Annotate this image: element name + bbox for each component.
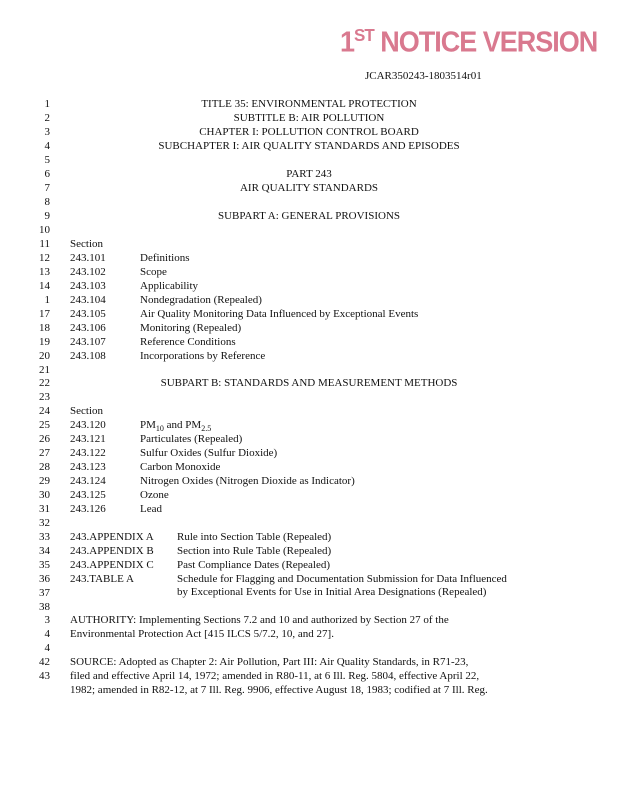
line-number: 32 [39, 517, 50, 529]
line-number: 2 [44, 112, 50, 124]
part-number: PART 243 [286, 168, 332, 180]
line-number: 30 [39, 489, 50, 501]
section-desc: Incorporations by Reference [140, 350, 266, 362]
section-code: 243.125 [70, 489, 106, 501]
section-code: 243.101 [70, 252, 106, 264]
line-number: 22 [39, 377, 50, 389]
line-number: 26 [39, 433, 50, 445]
section-code: 243.105 [70, 308, 106, 320]
section-desc: Carbon Monoxide [140, 461, 221, 473]
line-number: 21 [39, 364, 50, 376]
section-code: 243.121 [70, 433, 106, 445]
line-number: 35 [39, 559, 50, 571]
appendix-code: 243.APPENDIX C [70, 559, 154, 571]
appendix-code: 243.APPENDIX B [70, 545, 154, 557]
appendix-code: 243.TABLE A [70, 573, 134, 585]
line-number: 11 [39, 238, 50, 250]
subpart-b-title: SUBPART B: STANDARDS AND MEASUREMENT METHODS [160, 377, 458, 389]
line-number: 6 [44, 168, 50, 180]
section-code: 243.124 [70, 475, 106, 487]
line-number: 13 [39, 266, 50, 278]
section-code: 243.120 [70, 419, 106, 431]
appendix-desc: Schedule for Flagging and Documentation Submission for Data Influenced [177, 573, 507, 585]
line-number: 24 [39, 405, 50, 417]
line-number: 29 [39, 475, 50, 487]
section-desc: Air Quality Monitoring Data Influenced by Exceptional Events [140, 308, 419, 320]
line-number: 43 [39, 670, 50, 682]
line-number: 34 [39, 545, 50, 557]
section-desc: Particulates (Repealed) [140, 433, 243, 445]
section-code: 243.126 [70, 503, 106, 515]
section-desc: Reference Conditions [140, 336, 236, 348]
line-number: 4 [44, 642, 50, 654]
section-code: 243.107 [70, 336, 106, 348]
section-code: 243.106 [70, 322, 106, 334]
section-desc: Monitoring (Repealed) [140, 322, 242, 334]
line-number: 1 [44, 294, 50, 306]
section-code: 243.103 [70, 280, 106, 292]
part-name: AIR QUALITY STANDARDS [239, 182, 379, 194]
section-desc: Lead [140, 503, 162, 515]
line-number: 3 [44, 126, 50, 138]
line-number: 4 [44, 140, 50, 152]
document-id: JCAR350243-1803514r01 [365, 70, 482, 82]
section-desc-pm: $PM_{10}$ and $PM_{2.5}$ [140, 419, 212, 434]
line-number: 10 [39, 224, 50, 236]
authority-line-2: Environmental Protection Act [415 ILCS 5/7.2, 10, and 27]. [70, 628, 334, 640]
source-line-3: 1982; amended in R82-12, at 7 Ill. Reg. 9906, effective August 18, 1983; codified at 7 Ill. Reg. [70, 684, 488, 696]
line-number: 27 [39, 447, 50, 459]
line-number: 19 [39, 336, 50, 348]
subchapter-heading: SUBCHAPTER I: AIR QUALITY STANDARDS AND EPISODES [158, 140, 460, 152]
title-heading: TITLE 35: ENVIRONMENTAL PROTECTION [201, 98, 417, 110]
section-desc: Sulfur Oxides (Sulfur Dioxide) [140, 447, 278, 459]
appendix-desc: Past Compliance Dates (Repealed) [177, 559, 331, 571]
line-number: 25 [39, 419, 50, 431]
source-line-1: SOURCE: Adopted as Chapter 2: Air Pollution, Part III: Air Quality Standards, in R71-23, [70, 656, 469, 668]
section-code: 243.123 [70, 461, 106, 473]
subpart-a-title: SUBPART A: GENERAL PROVISIONS [218, 210, 400, 222]
line-number: 36 [39, 573, 50, 585]
line-number: 4 [44, 628, 50, 640]
line-number: 31 [39, 503, 50, 515]
section-label: Section [70, 405, 103, 417]
section-desc: Nitrogen Oxides (Nitrogen Dioxide as Indicator) [140, 475, 355, 487]
line-number: 23 [39, 391, 50, 403]
line-number: 12 [39, 252, 50, 264]
chapter-heading: CHAPTER I: POLLUTION CONTROL BOARD [199, 126, 419, 138]
line-number: 33 [39, 531, 50, 543]
line-number: 3 [44, 614, 50, 626]
source-line-2: filed and effective April 14, 1972; amended in R80-11, at 6 Ill. Reg. 5804, effective April 22, [70, 670, 480, 682]
line-number: 8 [44, 196, 50, 208]
line-number: 14 [39, 280, 50, 292]
line-number: 5 [44, 154, 50, 166]
section-desc: Nondegradation (Repealed) [140, 294, 262, 306]
appendix-desc-continued: by Exceptional Events for Use in Initial Area Designations (Repealed) [177, 586, 487, 598]
section-desc: Scope [140, 266, 167, 278]
appendix-desc: Section into Rule Table (Repealed) [177, 545, 332, 557]
line-number: 1 [44, 98, 50, 110]
notice-version-stamp: 1ST NOTICE VERSION [340, 25, 598, 58]
line-number: 28 [39, 461, 50, 473]
section-desc: Definitions [140, 252, 190, 264]
line-number: 18 [39, 322, 50, 334]
section-desc: Applicability [140, 280, 199, 292]
subtitle-heading: SUBTITLE B: AIR POLLUTION [233, 112, 385, 124]
appendix-code: 243.APPENDIX A [70, 531, 154, 543]
section-desc: Ozone [140, 489, 169, 501]
appendix-desc: Rule into Section Table (Repealed) [177, 531, 332, 543]
line-number: 9 [44, 210, 50, 222]
authority-line-1: AUTHORITY: Implementing Sections 7.2 and 10 and authorized by Section 27 of the [70, 614, 449, 626]
line-number: 37 [39, 587, 50, 599]
line-number: 7 [44, 182, 50, 194]
line-number: 20 [39, 350, 50, 362]
section-label: Section [70, 238, 103, 250]
section-code: 243.122 [70, 447, 106, 459]
line-number: 42 [39, 656, 50, 668]
section-code: 243.102 [70, 266, 106, 278]
line-number: 17 [39, 308, 50, 320]
line-number: 38 [39, 601, 50, 613]
section-code: 243.104 [70, 294, 106, 306]
section-code: 243.108 [70, 350, 106, 362]
